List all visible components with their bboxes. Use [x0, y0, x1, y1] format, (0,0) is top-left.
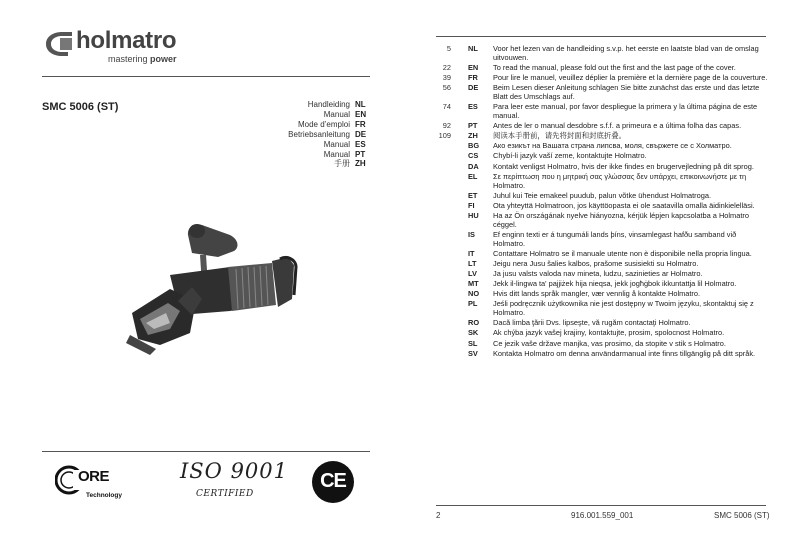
brand-name: holmatro	[76, 27, 177, 54]
footer-model: SMC 5006 (ST)	[714, 511, 770, 520]
manual-language-list	[250, 100, 375, 169]
list-item: SV Kontakta Holmatro om denna användarmanual inte finns tillgänglig på ditt språk.	[468, 348, 756, 358]
manual-row: 手册 ZH	[334, 159, 366, 169]
list-item: SL Ce jezik vaše države manjka, vas prosimo, da stopite v stik s Holmatro.	[468, 338, 726, 348]
list-item: 39 FR Pour lire le manuel, veuillez déplier la première et la dernière page de la couverture.	[442, 73, 768, 83]
manual-row: Handleiding NL	[307, 100, 366, 109]
list-item: 56 DE Beim Lesen dieser Anleitung schlagen Sie bitte zunächst das erste und das letzte Blatt des Umschlags auf.	[442, 83, 760, 102]
brand-tagline: mastering power	[108, 54, 177, 64]
list-item: DA Kontakt venligst Holmatro, hvis der ikke findes en brugervejledning på dit sprog.	[468, 161, 754, 171]
list-item: 109 ZH 阅读本手册前，请先将封面和封底折叠。	[438, 131, 627, 141]
manual-row: Betriebsanleitung DE	[288, 129, 367, 139]
list-item: 5 NL Voor het lezen van de handleiding s.v.p. het eerste en laatste blad van de omslag uitvouwen.	[446, 44, 759, 62]
iso-certification-title: ISO 9001	[180, 459, 289, 483]
divider	[436, 36, 766, 37]
document-number: 916.001.559_001	[571, 511, 634, 520]
list-item: CS Chybí-li jazyk vaší zeme, kontaktujte Holmatro.	[468, 151, 647, 161]
list-item: EL Σε περίπτωση που η μητρική σας γλώσσας δεν υπάρχει, επικοινωνήστε με τη Holmatro.	[468, 171, 747, 190]
list-item: FI Ota yhteyttä Holmatroon, jos käyttöopasta ei ole saatavilla omalla äidinkielelläsi.	[468, 200, 755, 210]
list-item: BG Ако езикът на Вашата страна липсва, моля, свържете се с Холматро.	[468, 141, 732, 151]
divider	[436, 505, 766, 506]
manual-row: Manual ES	[323, 139, 366, 149]
list-item: 92 PT Antes de ler o manual desdobre s.f.f. a primeura e a última folha das capas.	[442, 121, 742, 131]
list-item: 22 EN To read the manual, please fold out the first and the last page of the cover.	[442, 63, 736, 72]
list-item: LT Jeigu nera Jusu šalies kalbos, prašome susisiekti su Holmatro.	[468, 258, 699, 268]
ce-mark-text: CE	[320, 470, 346, 492]
list-item: RO Dacă limba ţării Dvs. lipseşte, vă rugăm contactaţi Holmatro.	[468, 318, 691, 328]
manual-row: Mode d’emploi FR	[297, 119, 366, 129]
list-item: IS Ef enginn texti er á tungumáli lands þíns, vinsamlegast hafðu samband við Holmatro.	[468, 229, 737, 248]
iso-certification-subtitle: CERTIFIED	[196, 489, 254, 499]
list-item: 74 ES Para leer este manual, por favor despliegue la primera y la última página de este manual.	[442, 102, 758, 121]
manual-row: Manual EN	[323, 109, 367, 119]
list-item: MT Jekk il-lingwa ta' pajjiżek hija nieqsa, jekk jogħġbok ikkuntattja lil Holmatro.	[468, 279, 737, 289]
rebar-cutter-tool-illustration	[110, 215, 310, 365]
list-item: LV Ja jusu valsts valoda nav mineta, ludzu, sazinieties ar Holmatro.	[468, 269, 703, 279]
list-item: ET Juhul kui Teie emakeel puudub, palun võtke ühendust Holmatroga.	[468, 190, 712, 200]
core-logo-subtext: Technology	[86, 492, 122, 499]
list-item: PL Jeśli podręcznik użytkownika nie jest dostępny w Twoim języku, skontaktuj się z Holmatro.	[468, 299, 754, 318]
divider	[42, 76, 370, 77]
page-title: SMC 5006 (ST)	[42, 101, 119, 113]
list-item: SK Ak chýba jazyk vašej krajiny, kontaktujte, prosim, spolocnost Holmatro.	[468, 328, 725, 338]
manual-row: Manual PT	[323, 149, 366, 159]
list-item: NO Hvis ditt lands språk mangler, vær vennlig å kontakte Holmatro.	[468, 289, 701, 299]
divider	[42, 451, 370, 452]
language-instructions-list	[424, 45, 769, 360]
page-number: 2	[436, 511, 441, 520]
list-item: IT Contattare Holmatro se il manuale utente non è disponibile nella propria lingua.	[468, 248, 752, 258]
list-item: HU Ha az Ön országának nyelve hiányozna, kérjük lépjen kapcsolatba a Holmatro céggel.	[468, 210, 749, 229]
core-logo-text: ORE	[78, 468, 110, 485]
holmatro-logo-icon	[42, 30, 76, 58]
